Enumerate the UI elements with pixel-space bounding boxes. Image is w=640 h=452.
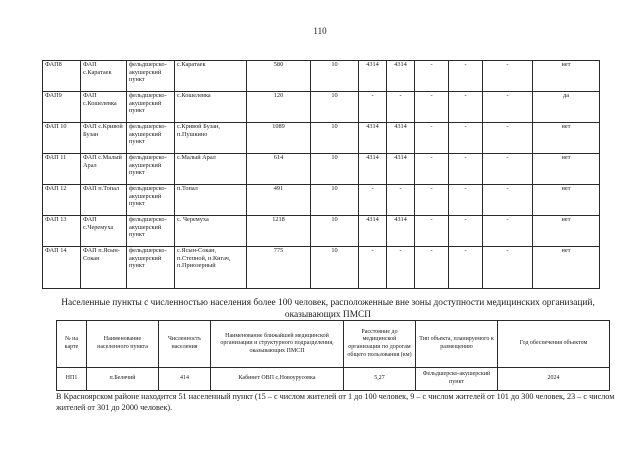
settlements-cell: с.Малый Арал [175, 154, 247, 185]
availability-cell: нет [533, 216, 600, 247]
population-cell: 1089 [247, 123, 311, 154]
value-cell: - [359, 247, 387, 289]
population-cell: 1218 [247, 216, 311, 247]
availability-cell: нет [533, 123, 600, 154]
fap-table [42, 60, 600, 289]
value-cell: - [449, 216, 483, 247]
value-cell: 10 [311, 61, 359, 92]
table-row [43, 123, 600, 154]
settlements-cell: с. Черемуха [175, 216, 247, 247]
availability-cell: нет [533, 61, 600, 92]
settlements-cell: с.Ясын-Сокан, п.Степной, п.Кигач, п.Приозерный [175, 247, 247, 289]
distance-cell: 5,27 [344, 368, 416, 391]
facility-name-cell: ФАП с.Кошелевка [81, 92, 127, 123]
value-cell: - [415, 154, 449, 185]
table-row [57, 368, 610, 391]
facility-type-cell: фельдшерско-акушерский пункт [127, 216, 175, 247]
org-cell: Кабинет ОВП с.Новоурусовка [211, 368, 344, 391]
value-cell: - [483, 247, 533, 289]
code-cell: ФАП9 [43, 92, 81, 123]
facility-type-cell: фельдшерско-акушерский пункт [127, 185, 175, 216]
value-cell: - [415, 185, 449, 216]
code-cell: ФАП 14 [43, 247, 81, 289]
value-cell: 10 [311, 216, 359, 247]
value-cell: - [483, 61, 533, 92]
settlements-cell: с.Кошелевка [175, 92, 247, 123]
settlements-cell: с.Каратаек [175, 61, 247, 92]
table-row [43, 154, 600, 185]
value-cell: 10 [311, 154, 359, 185]
value-cell: 10 [311, 185, 359, 216]
column-header: Тип объекта, планируемого к размещению [416, 321, 498, 368]
code-cell: ФАП 10 [43, 123, 81, 154]
value-cell: - [449, 92, 483, 123]
code-cell: ФАП 12 [43, 185, 81, 216]
value-cell: - [449, 247, 483, 289]
value-cell: 4314 [359, 123, 387, 154]
availability-cell: да [533, 92, 600, 123]
summary-paragraph: В Красноярском районе находится 51 населенный пункт (15 – с числом жителей от 1 до 100 человек, 9 – с числом жителей от 101 до 300 человек, 23 – с числом жителей от 301 до 2000 человек). [56, 392, 615, 412]
settlements-cell: с.Кривой Бузан, п.Пушкино [175, 123, 247, 154]
year-cell: 2024 [498, 368, 610, 391]
table-header-row [57, 321, 610, 368]
facility-type-cell: фельдшерско-акушерский пункт [127, 154, 175, 185]
table-row [43, 61, 600, 92]
value-cell: - [415, 61, 449, 92]
table-row [43, 216, 600, 247]
facility-type-cell: фельдшерско-акушерский пункт [127, 61, 175, 92]
population-cell: 775 [247, 247, 311, 289]
name-cell: п.Белячий [87, 368, 159, 391]
value-cell: 4314 [387, 216, 415, 247]
table-row [43, 247, 600, 289]
facility-name-cell: ФАП с.Малый Арал [81, 154, 127, 185]
population-cell: 414 [159, 368, 211, 391]
value-cell: - [483, 154, 533, 185]
population-cell: 614 [247, 154, 311, 185]
population-cell: 491 [247, 185, 311, 216]
value-cell: - [387, 247, 415, 289]
section-heading: Населенные пункты с численностью населения более 100 человек, расположенные вне зоны доступности медицинских организаций, оказывающих ПМСП [61, 298, 595, 320]
value-cell: - [415, 247, 449, 289]
facility-name-cell: ФАП с.Кривой Бузан [81, 123, 127, 154]
facility-name-cell: ФАП п.Топал [81, 185, 127, 216]
page-number: 110 [313, 26, 327, 36]
value-cell: - [483, 185, 533, 216]
column-header: Год обеспечения объектом [498, 321, 610, 368]
settlements-table [56, 320, 610, 391]
code-cell: ФАП 11 [43, 154, 81, 185]
facility-name-cell: ФАП п.Ясын-Сокан [81, 247, 127, 289]
column-header: Наименование ближайшей медицинской организации и структурного подразделения, оказывающих ПМСП [211, 321, 344, 368]
value-cell: 4314 [387, 154, 415, 185]
facility-type-cell: фельдшерско-акушерский пункт [127, 247, 175, 289]
value-cell: - [449, 154, 483, 185]
settlements-cell: п.Топал [175, 185, 247, 216]
value-cell: - [415, 123, 449, 154]
value-cell: - [359, 185, 387, 216]
value-cell: - [415, 92, 449, 123]
facility-type-cell: фельдшерско-акушерский пункт [127, 123, 175, 154]
value-cell: - [387, 92, 415, 123]
population-cell: 120 [247, 92, 311, 123]
value-cell: 10 [311, 92, 359, 123]
value-cell: - [483, 92, 533, 123]
value-cell: - [449, 123, 483, 154]
value-cell: - [359, 92, 387, 123]
table-row [43, 92, 600, 123]
value-cell: - [415, 216, 449, 247]
facility-name-cell: ФАП с.Черемуха [81, 216, 127, 247]
value-cell: - [449, 61, 483, 92]
column-header: Наименование населенного пункта [87, 321, 159, 368]
value-cell: 4314 [359, 216, 387, 247]
value-cell: 10 [311, 123, 359, 154]
facility-type-cell: фельдшерско-акушерский пункт [127, 92, 175, 123]
availability-cell: нет [533, 247, 600, 289]
facility-name-cell: ФАП с.Каратаек [81, 61, 127, 92]
value-cell: - [483, 123, 533, 154]
value-cell: - [387, 185, 415, 216]
value-cell: - [483, 216, 533, 247]
population-cell: 580 [247, 61, 311, 92]
id-cell: НП1 [57, 368, 87, 391]
column-header: Расстояние до медицинской организации по дорогам общего пользования (км) [344, 321, 416, 368]
table-row [43, 185, 600, 216]
object-type-cell: Фельдшерско-акушерский пункт [416, 368, 498, 391]
code-cell: ФАП8 [43, 61, 81, 92]
value-cell: 4314 [359, 154, 387, 185]
value-cell: 4314 [387, 61, 415, 92]
column-header: Численность населения [159, 321, 211, 368]
value-cell: 4314 [387, 123, 415, 154]
column-header: № на карте [57, 321, 87, 368]
value-cell: - [449, 185, 483, 216]
availability-cell: нет [533, 154, 600, 185]
availability-cell: нет [533, 185, 600, 216]
value-cell: 4314 [359, 61, 387, 92]
code-cell: ФАП 13 [43, 216, 81, 247]
value-cell: 10 [311, 247, 359, 289]
